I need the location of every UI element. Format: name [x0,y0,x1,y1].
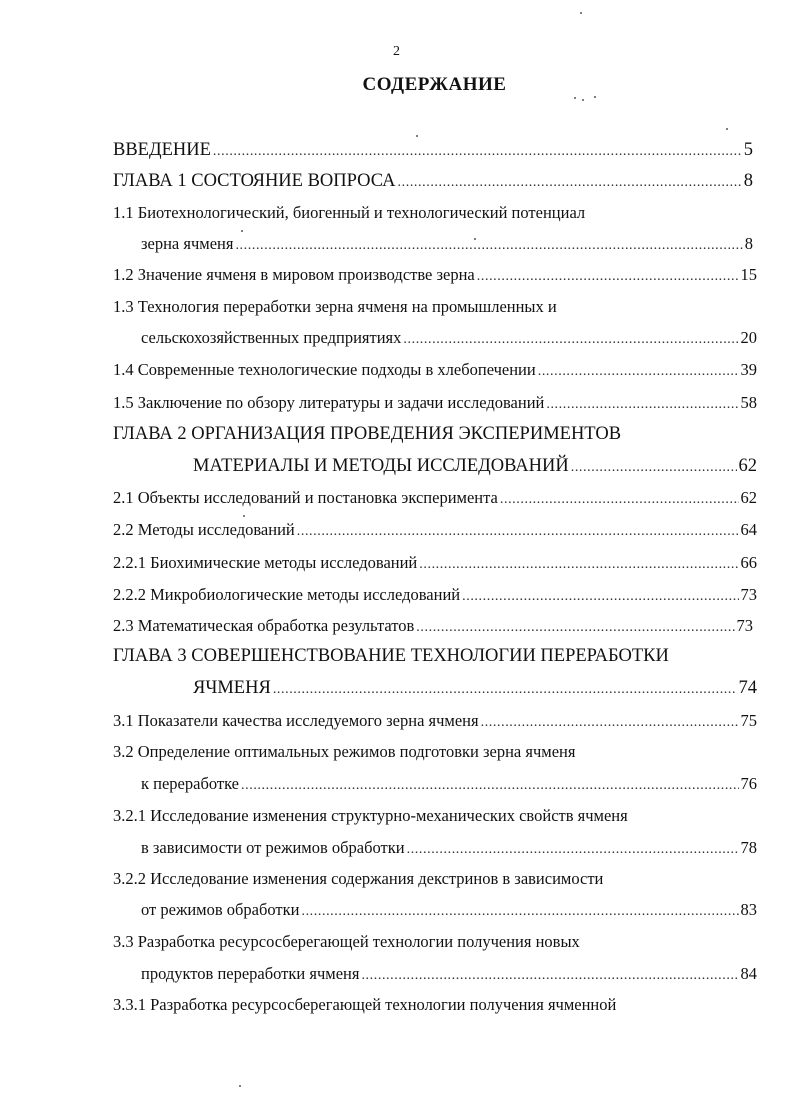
toc-entry-page: 84 [740,964,757,983]
toc-entry-page: 20 [740,328,757,347]
toc-entry-page: 75 [740,711,757,730]
toc-entry [113,424,753,448]
toc-leader [297,524,739,540]
toc-entry-title: сельскохозяйственных предприятиях [141,328,402,347]
toc-leader [235,238,742,254]
toc-entry-title: ВВЕДЕНИЕ [113,140,211,160]
toc-entry-title: зерна ячменя [141,234,234,253]
toc-entry [141,838,757,862]
toc-entry [113,171,753,195]
toc-entry [113,203,753,227]
scan-speck [416,135,418,137]
scan-speck [239,1085,241,1087]
toc-entry-title: 3.2.1 Исследование изменения структурно-механических свойств ячменя [113,806,628,825]
toc-leader [481,715,739,731]
toc-entry [193,678,757,702]
scan-speck [574,97,576,99]
toc-entry-page: 15 [740,265,757,284]
toc-entry-page: 64 [740,520,757,539]
toc-leader [398,175,742,191]
toc-entry-page: 62 [740,488,757,507]
toc-leader [241,778,738,794]
toc-entry-title: 2.1 Объекты исследований и постановка эксперимента [113,488,498,507]
toc-entry [113,553,757,577]
toc-entry [113,646,753,670]
toc-entry-page: 58 [740,393,757,412]
toc-entry [113,742,753,766]
toc-entry [113,869,753,893]
toc-entry-title: 3.3 Разработка ресурсосберегающей технологии получения новых [113,932,580,951]
scan-speck [474,238,476,240]
toc-entry [113,806,753,830]
toc-entry-title: 1.1 Биотехнологический, биогенный и технологический потенциал [113,203,586,222]
toc-entry-title: 3.2.2 Исследование изменения содержания декстринов в зависимости [113,869,604,888]
toc-leader [419,557,738,573]
toc-entry-page: 39 [740,360,757,379]
toc-entry-title: продуктов переработки ячменя [141,964,360,983]
toc-leader [403,332,738,348]
toc-entry-title: от режимов обработки [141,900,300,919]
toc-entry-title: 1.4 Современные технологические подходы в хлебопечении [113,360,536,379]
toc-entry [141,900,757,924]
toc-entry [113,616,753,640]
toc-entry [113,585,757,609]
toc-entry-title: 1.3 Технология переработки зерна ячменя на промышленных и [113,297,557,316]
toc-entry [113,711,757,735]
toc-leader [407,842,739,858]
toc-leader [546,397,738,413]
scan-speck [580,12,582,14]
toc-entry [113,265,757,289]
toc-entry-title: к переработке [141,774,240,793]
toc-entry-page: 83 [740,900,757,919]
toc-leader [416,620,734,636]
toc-entry-page: 8 [743,171,753,191]
toc-leader [538,364,739,380]
toc-entry-title: ГЛАВА 1 СОСТОЯНИЕ ВОПРОСА [113,171,396,191]
toc-entry-title: МАТЕРИАЛЫ И МЕТОДЫ ИССЛЕДОВАНИЙ [193,456,569,476]
toc-entry-page: 78 [740,838,757,857]
toc-entry [141,328,757,352]
toc-leader [361,968,738,984]
toc-entry [113,393,757,417]
toc-entry [113,488,757,512]
toc-entry-title: 3.1 Показатели качества исследуемого зерна ячменя [113,711,479,730]
toc-entry [113,360,757,384]
toc-entry [113,520,757,544]
toc-leader [462,589,738,605]
toc-entry-title: 3.2 Определение оптимальных режимов подготовки зерна ячменя [113,742,576,761]
toc-entry [141,964,757,988]
toc-entry [141,234,753,258]
scan-speck [594,96,596,98]
toc-entry-page: 5 [743,140,753,160]
toc-entry-title: 2.2 Методы исследований [113,520,295,539]
toc-entry-title: ГЛАВА 2 ОРГАНИЗАЦИЯ ПРОВЕДЕНИЯ ЭКСПЕРИМЕНТОВ [113,424,622,444]
scan-speck [241,230,243,232]
toc-entry-title: 3.3.1 Разработка ресурсосберегающей технологии получения ячменной [113,995,617,1014]
toc-leader [500,492,739,508]
page-number: 2 [393,44,400,59]
toc-entry-title: 2.2.1 Биохимические методы исследований [113,553,418,572]
scan-speck [243,515,245,517]
toc-entry-page: 66 [740,553,757,572]
scan-speck [582,99,584,101]
toc-entry-page: 62 [738,456,757,476]
toc-entry-page: 73 [740,585,757,604]
toc-entry-page: 74 [738,678,757,698]
toc-entry-title: 2.2.2 Микробиологические методы исследований [113,585,461,604]
toc-entry [113,932,753,956]
toc-entry [141,774,757,798]
toc-entry [113,995,753,1019]
toc-entry-title: ГЛАВА 3 СОВЕРШЕНСТВОВАНИЕ ТЕХНОЛОГИИ ПЕРЕРАБОТКИ [113,646,669,666]
toc-entry [193,456,757,480]
page-title: СОДЕРЖАНИЕ [362,74,507,95]
toc-leader [213,144,742,160]
toc-entry-title: 2.3 Математическая обработка результатов [113,616,415,635]
toc-entry [113,140,753,164]
toc-entry-title: ЯЧМЕНЯ [193,678,271,698]
toc-entry-page: 8 [744,234,753,253]
toc-entry [113,297,753,321]
toc-entry-title: 1.2 Значение ячменя в мировом производстве зерна [113,265,475,284]
toc-entry-title: 1.5 Заключение по обзору литературы и задачи исследований [113,393,545,412]
toc-entry-page: 76 [740,774,757,793]
toc-leader [571,460,737,476]
toc-entry-page: 73 [736,616,753,635]
toc-leader [273,682,737,698]
toc-entry-title: в зависимости от режимов обработки [141,838,405,857]
scan-speck [726,128,728,130]
toc-leader [301,904,738,920]
toc-leader [477,269,739,285]
